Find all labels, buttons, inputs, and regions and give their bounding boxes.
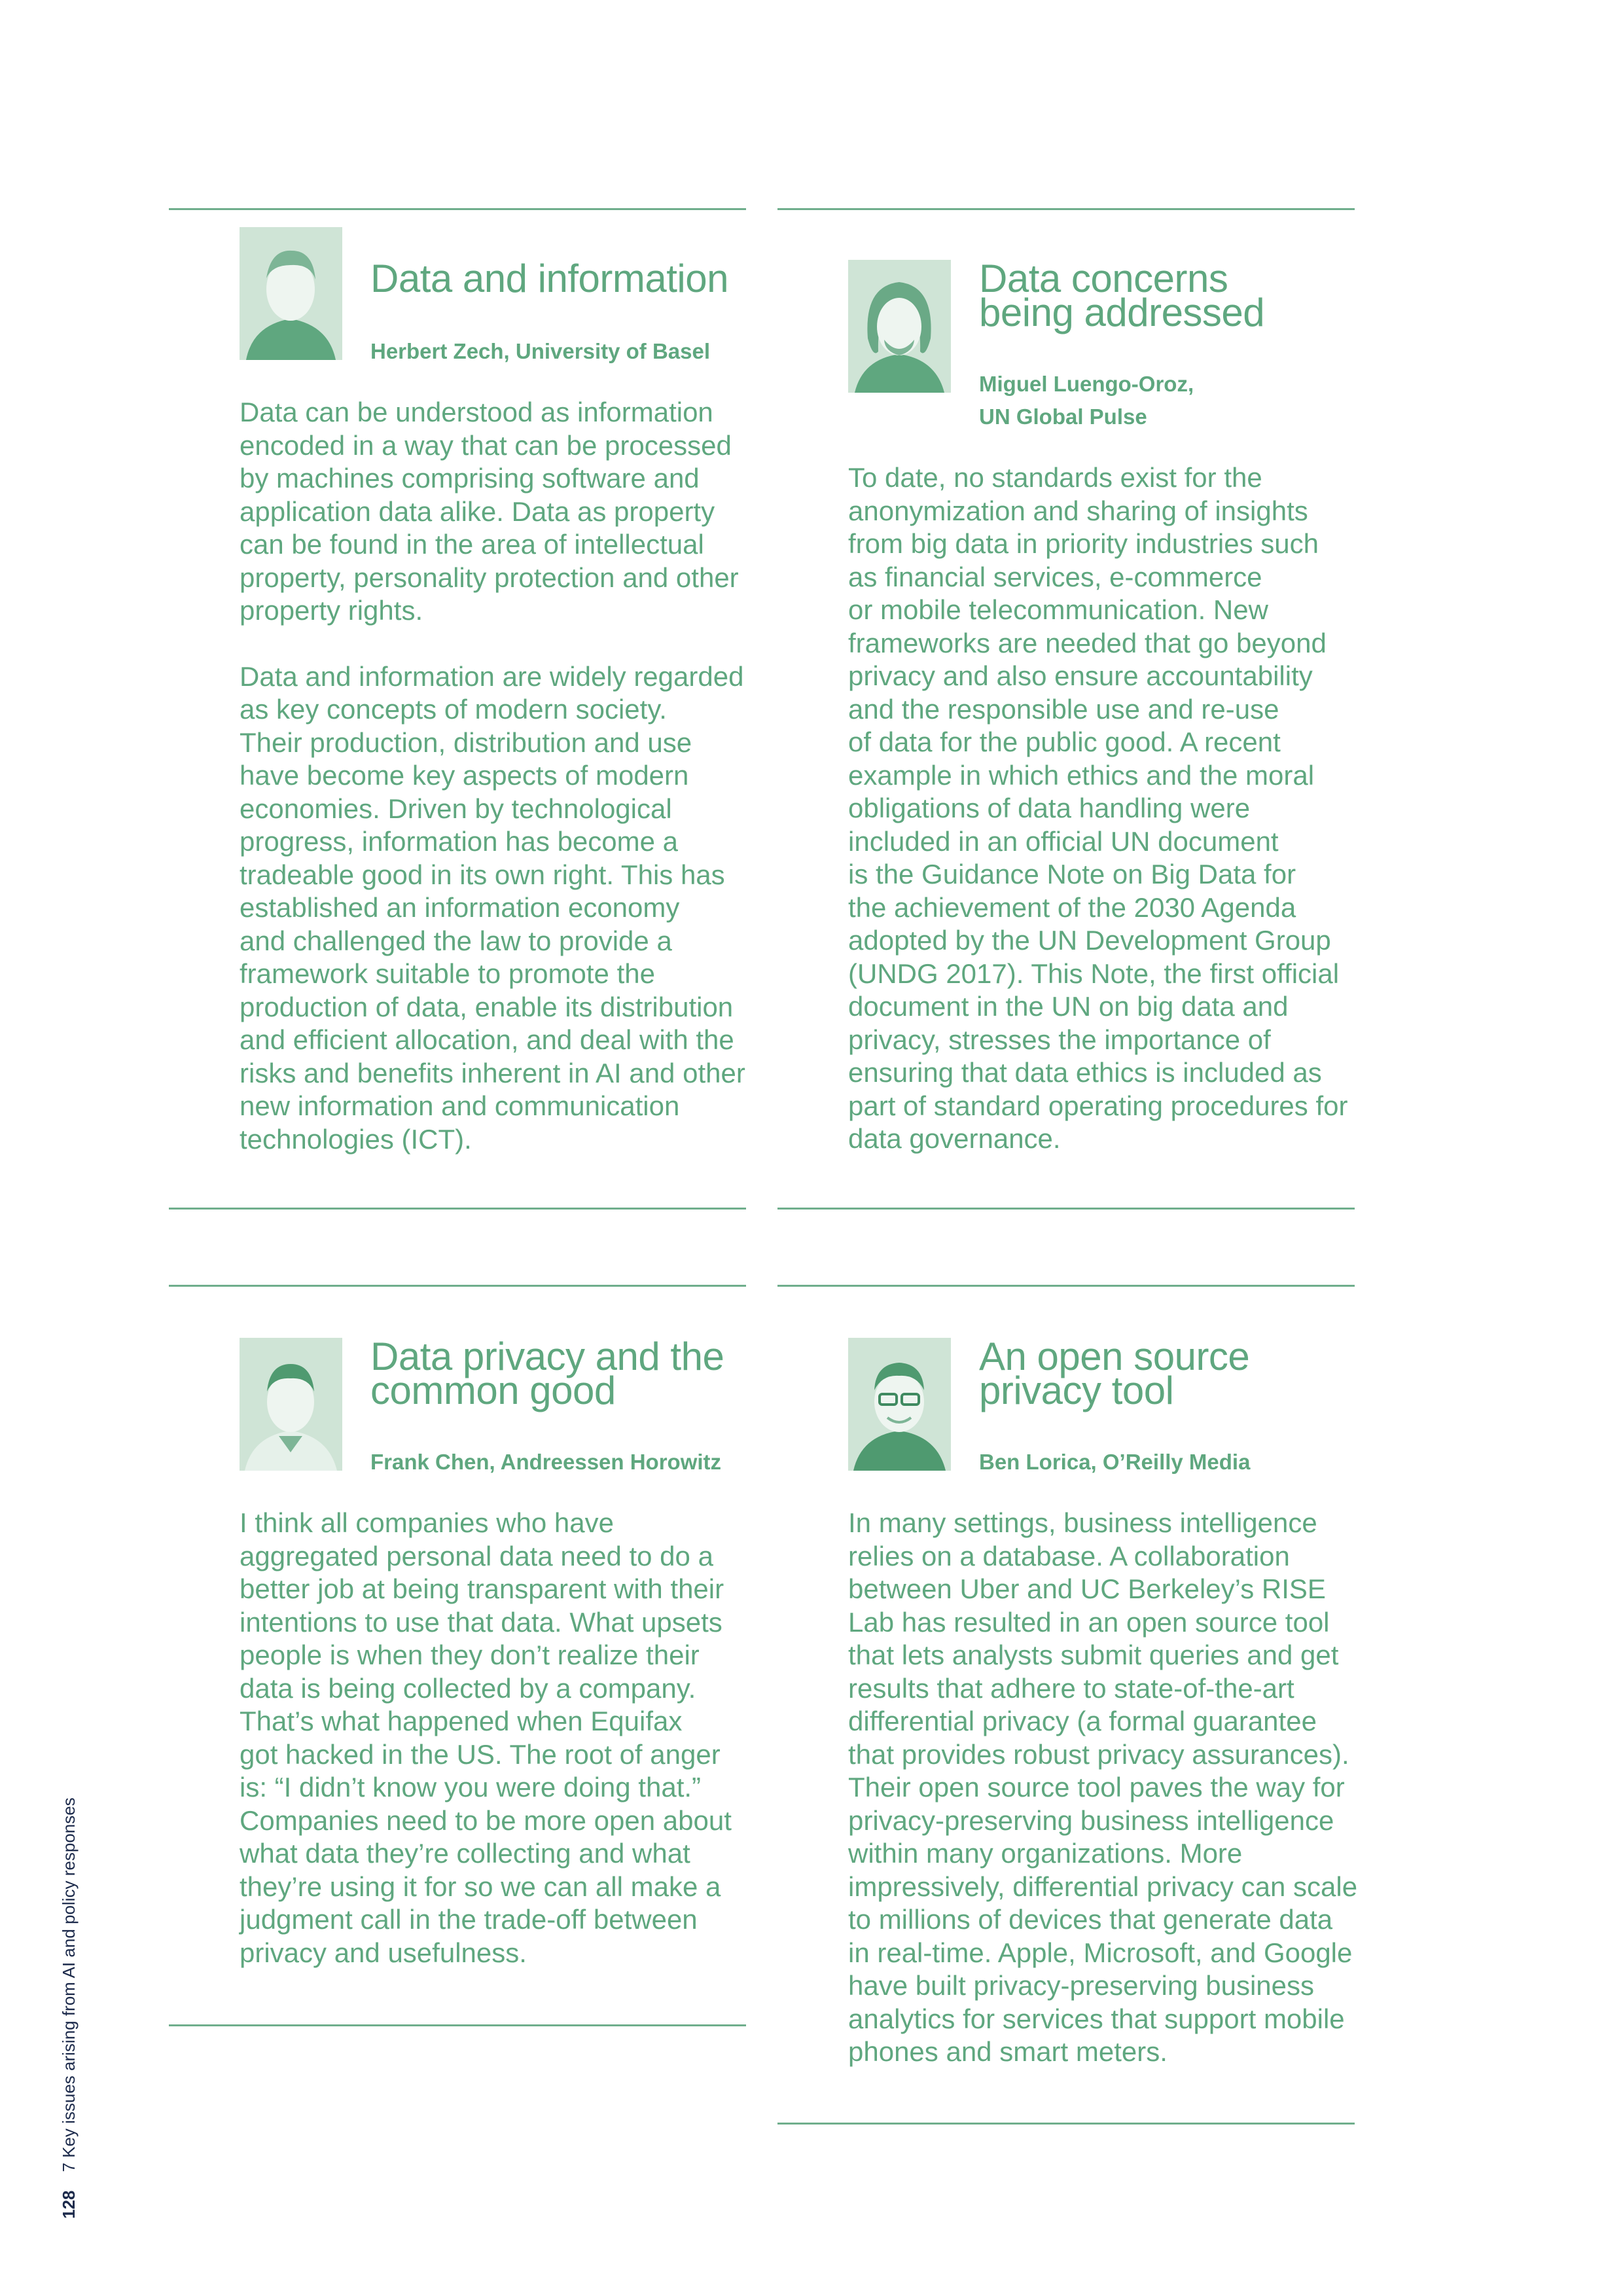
body-line: to millions of devices that generate data (848, 1904, 1333, 1935)
body-line: property rights. (240, 595, 423, 626)
body-line: that provides robust privacy assurances). (848, 1738, 1349, 1770)
body-line: and challenged the law to provide a (240, 925, 672, 956)
card-author (979, 1446, 1250, 1479)
body-line: Their production, distribution and use (240, 726, 692, 758)
portrait-photo-icon (848, 260, 951, 393)
body-line: have become key aspects of modern (240, 760, 689, 791)
card-body (240, 396, 757, 1189)
body-line: framework suitable to promote the (240, 958, 655, 989)
card-body (848, 1507, 1372, 2102)
card-top-rule (777, 1285, 1355, 1287)
body-line: In many settings, business intelligence (848, 1507, 1317, 1538)
body-line: economies. Driven by technological (240, 793, 672, 824)
body-line: as financial services, e-commerce (848, 561, 1262, 592)
body-line: Data can be understood as information (240, 397, 713, 427)
card-body (240, 1507, 757, 2002)
body-line: within many organizations. More (848, 1838, 1243, 1869)
body-line: production of data, enable its distribution (240, 991, 734, 1022)
body-line: (UNDG 2017). This Note, the first official (848, 958, 1340, 989)
body-line: Their open source tool paves the way for (848, 1772, 1345, 1803)
body-line: risks and benefits inherent in AI and other (240, 1057, 745, 1088)
card-top-rule (169, 1285, 746, 1287)
card-title (979, 1335, 1250, 1412)
author-line: Ben Lorica, O’Reilly Media (979, 1450, 1251, 1474)
body-line: Companies need to be more open about (240, 1804, 732, 1836)
body-line: people is when they don’t realize their (240, 1640, 700, 1670)
body-line: That’s what happened when Equifax (240, 1706, 683, 1736)
body-line: obligations of data handling were (848, 793, 1251, 823)
body-line: data is being collected by a company. (240, 1672, 696, 1704)
body-line: analytics for services that support mobile (848, 2003, 1345, 2034)
card-bottom-rule (169, 1208, 746, 1210)
body-line: I think all companies who have (240, 1507, 614, 1538)
title-line: Data and information (370, 257, 728, 300)
body-line: can be found in the area of intellectual (240, 529, 704, 560)
portrait-photo-icon (240, 227, 342, 360)
portrait-photo-icon (240, 1338, 342, 1471)
body-line: that lets analysts submit queries and get (848, 1640, 1339, 1670)
body-line: is the Guidance Note on Big Data for (848, 859, 1296, 889)
author-line: Miguel Luengo-Oroz, (979, 372, 1194, 396)
body-line: To date, no standards exist for the (848, 462, 1262, 493)
body-line: they’re using it for so we can all make a (240, 1871, 721, 1902)
body-line: frameworks are needed that go beyond (848, 627, 1327, 658)
body-line: judgment call in the trade-off between (240, 1904, 698, 1935)
portrait-frank-chen (240, 1338, 342, 1471)
card-author (979, 368, 1194, 433)
body-line: from big data in priority industries such (848, 528, 1319, 559)
body-line: phones and smart meters. (848, 2036, 1168, 2067)
card-author (370, 335, 710, 368)
card-bottom-rule (777, 2123, 1355, 2125)
body-line: intentions to use that data. What upsets (240, 1606, 722, 1638)
title-line: being addressed (979, 291, 1265, 334)
title-line: common good (370, 1369, 616, 1412)
body-line: got hacked in the US. The root of anger (240, 1738, 721, 1770)
title-line: privacy tool (979, 1369, 1174, 1412)
card-top-rule (169, 208, 746, 210)
body-paragraph (848, 1507, 1372, 2069)
body-line: data governance. (848, 1123, 1061, 1154)
body-line: results that adhere to state-of-the-art (848, 1672, 1294, 1704)
body-line: aggregated personal data need to do a (240, 1540, 713, 1571)
body-line: impressively, differential privacy can scale (848, 1871, 1358, 1902)
card-body (848, 461, 1372, 1189)
body-line: established an information economy (240, 892, 680, 923)
body-line: privacy, stresses the importance of (848, 1024, 1271, 1055)
card-author (370, 1446, 721, 1479)
author-line: Frank Chen, Andreessen Horowitz (370, 1450, 722, 1474)
body-line: as key concepts of modern society. (240, 694, 667, 725)
title-line: Data privacy and the (370, 1335, 724, 1378)
card-title (370, 257, 728, 300)
body-line: Lab has resulted in an open source tool (848, 1606, 1330, 1638)
body-line: example in which ethics and the moral (848, 759, 1315, 791)
body-line: relies on a database. A collaboration (848, 1540, 1290, 1571)
body-line: document in the UN on big data and (848, 991, 1289, 1022)
body-line: Data and information are widely regarded (240, 660, 744, 692)
body-line: the achievement of the 2030 Agenda (848, 891, 1296, 923)
body-line: application data alike. Data as property (240, 495, 715, 527)
card-title (370, 1335, 724, 1412)
body-line: between Uber and UC Berkeley’s RISE (848, 1573, 1326, 1604)
body-line: of data for the public good. A recent (848, 726, 1281, 757)
body-line: in real-time. Apple, Microsoft, and Google (848, 1937, 1353, 1968)
body-paragraph (240, 396, 757, 628)
page-number: 128 (59, 2190, 79, 2219)
author-line: UN Global Pulse (979, 404, 1147, 429)
card-bottom-rule (169, 2024, 746, 2026)
body-line: technologies (ICT). (240, 1123, 472, 1155)
title-line: Data concerns (979, 257, 1228, 300)
body-line: adopted by the UN Development Group (848, 925, 1331, 956)
body-line: new information and communication (240, 1090, 680, 1121)
body-line: property, personality protection and other (240, 562, 739, 593)
body-line: anonymization and sharing of insights (848, 495, 1308, 526)
body-line: privacy and also ensure accountability (848, 660, 1313, 691)
body-paragraph (848, 461, 1372, 1156)
portrait-photo-icon (848, 1338, 951, 1471)
author-line: Herbert Zech, University of Basel (370, 339, 711, 363)
section-title: 7 Key issues arising from AI and policy responses (59, 1797, 79, 2172)
title-line: An open source (979, 1335, 1250, 1378)
portrait-herbert-zech (240, 227, 342, 360)
portrait-ben-lorica (848, 1338, 951, 1471)
body-line: tradeable good in its own right. This has (240, 859, 725, 890)
card-bottom-rule (777, 1208, 1355, 1210)
card-top-rule (777, 208, 1355, 210)
body-line: progress, information has become a (240, 826, 679, 857)
body-paragraph (240, 1507, 757, 1969)
body-line: privacy-preserving business intelligence (848, 1804, 1334, 1836)
body-line: ensuring that data ethics is included as (848, 1057, 1322, 1088)
body-line: is: “I didn’t know you were doing that.” (240, 1772, 702, 1803)
body-line: what data they’re collecting and what (240, 1838, 690, 1869)
body-line: better job at being transparent with their (240, 1573, 724, 1604)
body-line: or mobile telecommunication. New (848, 594, 1268, 625)
portrait-miguel-luengo-oroz (848, 260, 951, 393)
body-line: included in an official UN document (848, 825, 1279, 857)
body-line: encoded in a way that can be processed (240, 429, 732, 461)
body-line: and the responsible use and re-use (848, 693, 1279, 725)
body-line: part of standard operating procedures for (848, 1090, 1348, 1121)
body-line: privacy and usefulness. (240, 1937, 527, 1968)
body-line: differential privacy (a formal guarantee (848, 1706, 1317, 1736)
body-paragraph (240, 660, 757, 1157)
body-line: and efficient allocation, and deal with the (240, 1024, 734, 1055)
body-line: by machines comprising software and (240, 463, 700, 493)
body-line: have built privacy-preserving business (848, 1970, 1315, 2001)
page-sidebar (59, 1797, 79, 2219)
card-title (979, 257, 1265, 334)
